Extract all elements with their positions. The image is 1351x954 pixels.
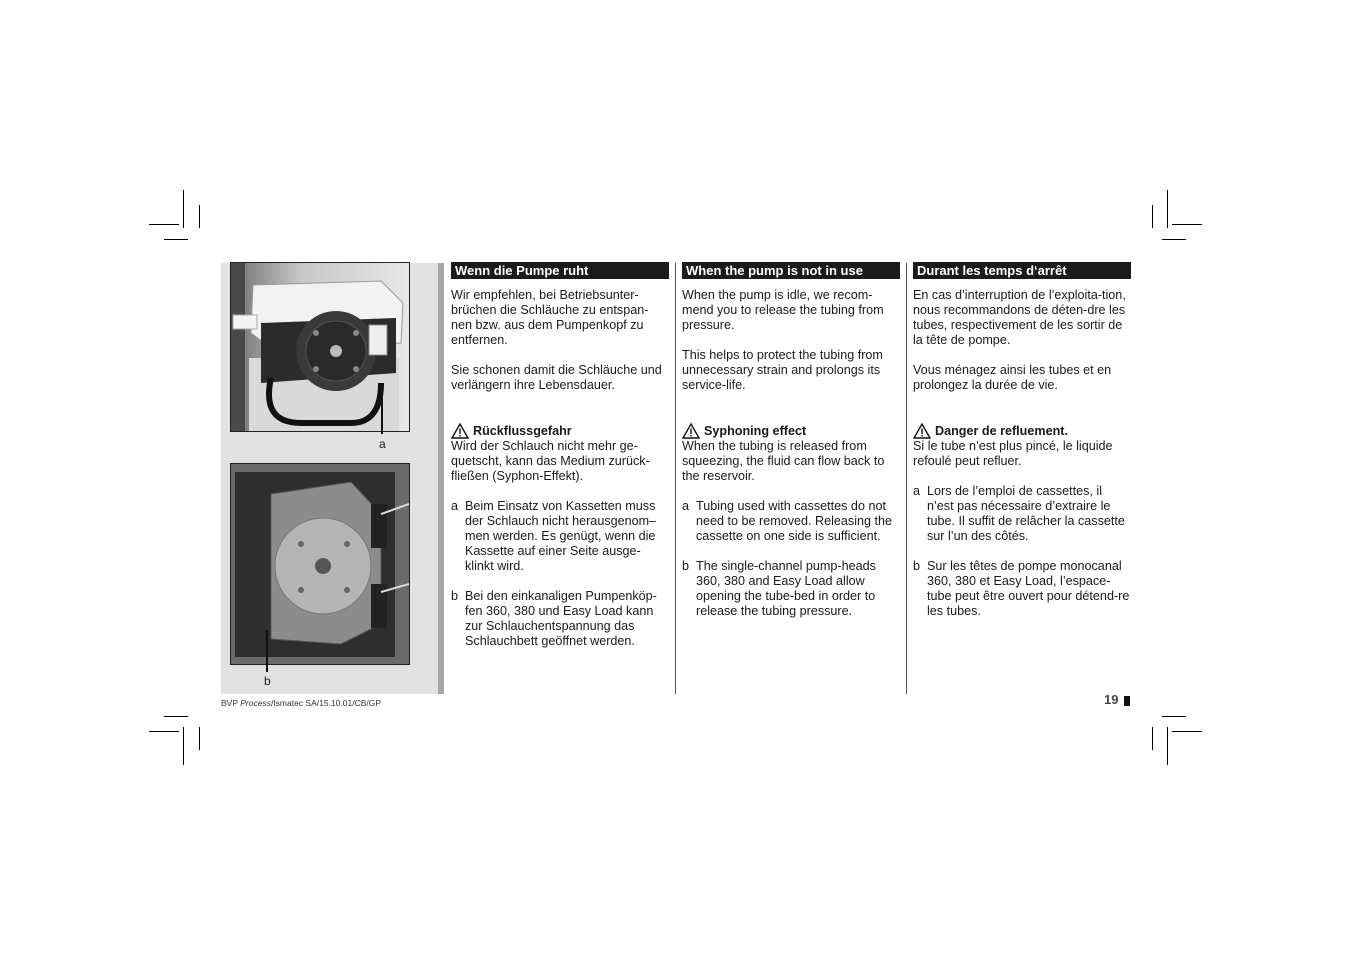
page-marker — [1124, 696, 1130, 706]
crop-mark — [1162, 716, 1186, 717]
section-heading: When the pump is not in use — [682, 262, 900, 279]
column-german — [451, 262, 669, 649]
warning-triangle-icon — [451, 423, 469, 439]
list-item-label: b — [451, 589, 459, 603]
list-item-label: b — [682, 559, 690, 573]
paragraph: This helps to protect the tubing from unnecessary strain and prolongs its service-life. — [682, 348, 883, 392]
crop-mark — [183, 190, 184, 228]
pump-head-photo-b — [230, 463, 410, 665]
crop-mark — [1152, 727, 1153, 750]
warning-title-text: Rückflussgefahr — [473, 424, 572, 438]
list-item — [451, 589, 669, 649]
column-english — [682, 262, 900, 619]
warning-title-text: Syphoning effect — [704, 424, 807, 438]
column-divider — [675, 263, 676, 694]
list-item — [682, 559, 900, 619]
list-item-text: Tubing used with cassettes do not need to be removed. Releasing the cassette on one side is sufficient. — [696, 499, 893, 543]
paragraph: En cas d’interruption de l’exploita-tion, nous recommandons de déten-dre les tubes, respectivement de les sortir de la tête de pompe. — [913, 288, 1126, 347]
warning-text: When the tubing is released from squeezing, the fluid can flow back to the reservoir. — [682, 439, 885, 483]
crop-mark — [149, 731, 179, 732]
crop-mark — [164, 716, 188, 717]
warning-title — [682, 423, 900, 439]
page-number: 19 — [1104, 692, 1119, 707]
list-item-text: Sur les têtes de pompe monocanal 360, 380 et Easy Load, l’espace-tube peut être ouvert pour détend-re les tubes. — [927, 559, 1130, 618]
crop-mark — [1172, 731, 1202, 732]
crop-mark — [199, 727, 200, 750]
column-french — [913, 262, 1131, 619]
footer-suffix: /Ismatec SA/15.10.01/CB/GP — [270, 698, 382, 708]
list-item-label: a — [682, 499, 690, 513]
list-item-label: a — [913, 484, 921, 498]
callout-line-b — [266, 630, 268, 672]
list-item — [682, 499, 900, 544]
footer-prefix: BVP — [221, 698, 241, 708]
warning-title — [451, 423, 669, 439]
list-item-text: Lors de l’emploi de cassettes, il n’est pas nécessaire d’extraire le tube. Il suffit de relâcher la cassette sur l’un des côtés. — [927, 484, 1125, 543]
warning-text: Wird der Schlauch nicht mehr ge-quetscht, kann das Medium zurück-fließen (Syphon-Effekt). — [451, 439, 650, 483]
crop-mark — [164, 239, 188, 240]
crop-mark — [1167, 190, 1168, 228]
paragraph: Sie schonen damit die Schläuche und verlängern ihre Lebensdauer. — [451, 363, 662, 392]
warning-text: Si le tube n’est plus pincé, le liquide refoulé peut refluer. — [913, 439, 1113, 468]
list-item-label: a — [451, 499, 459, 513]
figure-panel-edge — [438, 263, 444, 694]
list-item-label: b — [913, 559, 921, 573]
callout-label-a: a — [379, 437, 386, 451]
crop-mark — [183, 727, 184, 765]
list-item-text: Beim Einsatz von Kassetten muss der Schlauch nicht herausgenom–men werden. Es genügt, wenn die Kassette auf einer Seite ausge-klinkt wird. — [465, 499, 657, 573]
crop-mark — [1162, 239, 1186, 240]
warning-title — [913, 423, 1131, 439]
warning-triangle-icon — [913, 423, 931, 439]
warning-triangle-icon — [682, 423, 700, 439]
list-item — [913, 559, 1131, 619]
callout-line-a — [381, 398, 383, 434]
crop-mark — [199, 205, 200, 228]
list-item — [451, 499, 669, 574]
crop-mark — [1167, 727, 1168, 765]
paragraph: When the pump is idle, we recom-mend you to release the tubing from pressure. — [682, 288, 884, 332]
footer-reference — [221, 698, 381, 708]
paragraph: Vous ménagez ainsi les tubes et en prolongez la durée de vie. — [913, 363, 1112, 392]
list-item-text: Bei den einkanaligen Pumpenköp-fen 360, 380 und Easy Load kann zur Schlauchentspannung das Schlauchbett geöffnet werden. — [465, 589, 657, 648]
crop-mark — [1172, 224, 1202, 225]
warning-title-text: Danger de refluement. — [935, 424, 1068, 438]
pump-head-photo-a — [230, 262, 410, 432]
footer-italic: Process — [240, 698, 271, 708]
crop-mark — [1152, 205, 1153, 228]
list-item — [913, 484, 1131, 544]
crop-mark — [149, 224, 179, 225]
callout-label-b: b — [264, 674, 271, 688]
paragraph: Wir empfehlen, bei Betriebsunter-brüchen die Schläuche zu entspan-nen bzw. aus dem Pumpenkopf zu entfernen. — [451, 288, 649, 347]
list-item-text: The single-channel pump-heads 360, 380 and Easy Load allow opening the tube-bed in order to release the tubing pressure. — [696, 559, 876, 618]
section-heading: Durant les temps d‘arrêt — [913, 262, 1131, 279]
section-heading: Wenn die Pumpe ruht — [451, 262, 669, 279]
column-divider — [906, 263, 907, 694]
